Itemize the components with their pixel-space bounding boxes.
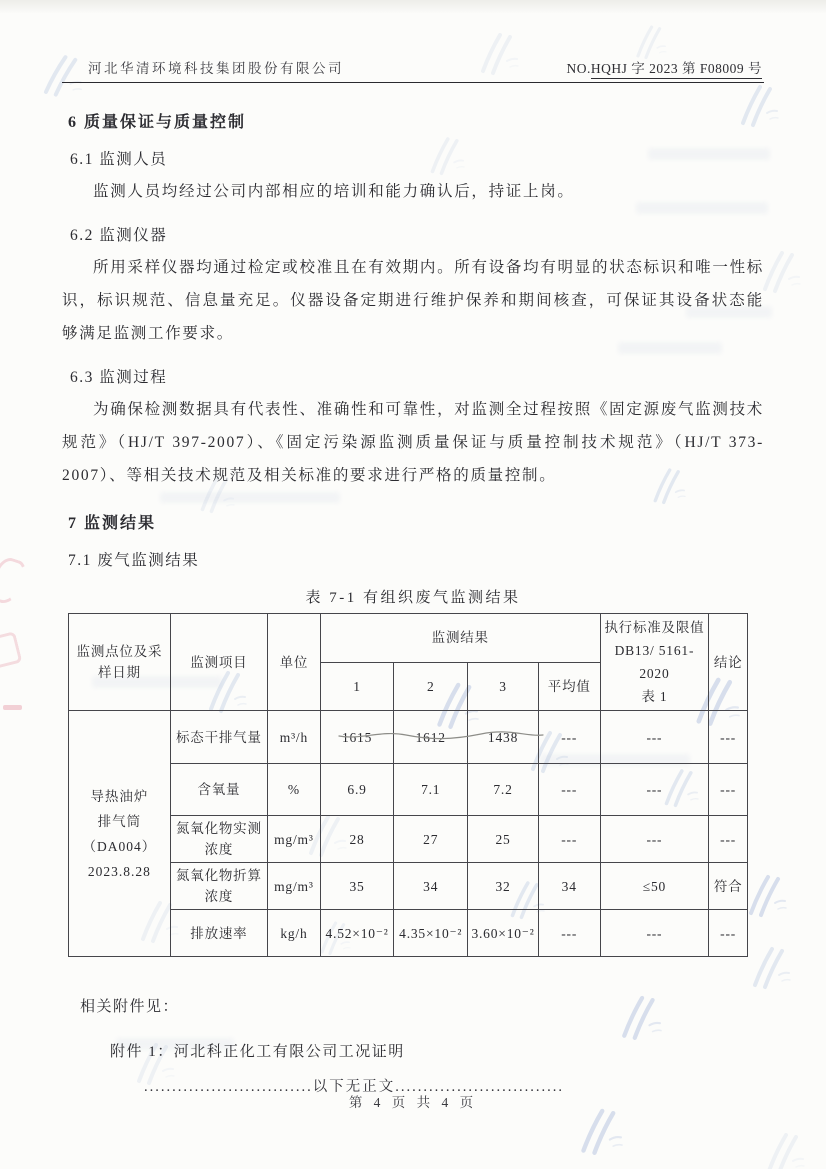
table-header-cell: 结论 (709, 614, 748, 711)
table-cell: 氮氧化物实测浓度 (170, 816, 267, 863)
footer-page-number: 第 4 页 共 4 页 (348, 1095, 478, 1110)
table-header-cell: 3 (468, 662, 539, 711)
table-cell: --- (709, 711, 748, 764)
table-cell: 35 (320, 863, 393, 910)
table-cell: 34 (538, 863, 600, 910)
section-7-heading: 7 监测结果 (68, 515, 157, 532)
section-7-1-heading: 7.1 废气监测结果 (68, 552, 200, 569)
section-6-2-paragraph: 所用采样仪器均通过检定或校准且在有效期内。所有设备均有明显的状态标识和唯一性标识，标识规范、信息量充足。仪器设备定期进行维护保养和期间核查，可保证其设备状态能够满足监测工作要求。 (62, 259, 764, 342)
table-cell: 3.60×10⁻² (468, 910, 539, 957)
section-6-1-paragraph: 监测人员均经过公司内部相应的培训和能力确认后，持证上岗。 (93, 183, 575, 200)
attachment-item-1: 附件 1：河北科正化工有限公司工况证明 (110, 1044, 405, 1060)
header-rule (62, 82, 764, 83)
table-cell: --- (709, 816, 748, 863)
table-header-cell: 监测结果 (320, 614, 600, 663)
section-6-3-paragraph: 为确保检测数据具有代表性、准确性和可靠性，对监测全过程按照《固定源废气监测技术规范》（HJ/T 397-2007）、《固定污染源监测质量保证与质量控制技术规范》（HJ/T 373-2007）、等相关技术规范及相关标准的要求进行严格的质量控制。 (62, 401, 764, 484)
table-cell: 4.52×10⁻² (320, 910, 393, 957)
table-cell: % (267, 764, 320, 816)
table-cell: --- (600, 711, 709, 764)
table-cell: --- (709, 764, 748, 816)
table-header-cell: 单位 (267, 614, 320, 711)
table-header-cell: 平均值 (538, 662, 600, 711)
table-cell: mg/m³ (267, 863, 320, 910)
table-cell: 1615 (320, 711, 393, 764)
monitoring-results-table-wrapper (68, 613, 748, 957)
section-6-3-heading: 6.3 监测过程 (70, 369, 168, 386)
table-cell: mg/m³ (267, 816, 320, 863)
section-6-1-heading: 6.1 监测人员 (70, 151, 168, 168)
table-header-cell: 监测项目 (170, 614, 267, 711)
document-number: NO.HQHJ 字 2023 第 F08009 号 (566, 57, 764, 77)
table-cell: 7.2 (468, 764, 539, 816)
table-cell: 1612 (394, 711, 468, 764)
table-cell: 25 (468, 816, 539, 863)
table-cell: --- (600, 764, 709, 816)
table-cell: 28 (320, 816, 393, 863)
table-cell: 27 (394, 816, 468, 863)
table-cell: 4.35×10⁻² (394, 910, 468, 957)
table-cell: --- (600, 816, 709, 863)
table-cell: --- (538, 764, 600, 816)
sampling-site-cell: 导热油炉 排气筒 （DA004） 2023.8.28 (69, 711, 171, 957)
table-cell: --- (709, 910, 748, 957)
watermark-icon (569, 1105, 631, 1161)
end-of-text-line: ..............................以下无正文.............................. (144, 1079, 564, 1095)
table-title: 表 7-1 有组织废气监测结果 (305, 590, 521, 606)
table-cell: --- (538, 910, 600, 957)
table-cell: 标态干排气量 (170, 711, 267, 764)
table-header-cell: 执行标准及限值 DB13/ 5161-2020 表 1 (600, 614, 709, 711)
table-cell: 32 (468, 863, 539, 910)
table-cell: kg/h (267, 910, 320, 957)
stamp-fragment (0, 554, 29, 607)
monitoring-results-table (68, 613, 748, 957)
section-6-2-heading: 6.2 监测仪器 (70, 227, 168, 244)
stamp-fragment (3, 705, 22, 710)
table-cell: ≤50 (600, 863, 709, 910)
table-cell: --- (538, 816, 600, 863)
attachments-lead: 相关附件见： (80, 999, 180, 1015)
table-cell: 排放速率 (170, 910, 267, 957)
page-header (62, 0, 764, 77)
table-header-cell: 2 (394, 662, 468, 711)
table-cell: 34 (394, 863, 468, 910)
section-6-heading: 6 质量保证与质量控制 (68, 114, 247, 131)
table-cell: 6.9 (320, 764, 393, 816)
stamp-fragment (0, 631, 22, 669)
table-header-cell: 1 (320, 662, 393, 711)
table-cell: 含氧量 (170, 764, 267, 816)
table-cell: 7.1 (394, 764, 468, 816)
table-cell: 符合 (709, 863, 748, 910)
table-cell: m³/h (267, 711, 320, 764)
table-cell: 氮氧化物折算浓度 (170, 863, 267, 910)
table-cell: --- (600, 910, 709, 957)
table-header-cell: 监测点位及采样日期 (69, 614, 171, 711)
table-cell: --- (538, 711, 600, 764)
company-name: 河北华清环境科技集团股份有限公司 (88, 61, 344, 76)
table-cell: 1438 (468, 711, 539, 764)
watermark-icon (756, 1130, 812, 1169)
